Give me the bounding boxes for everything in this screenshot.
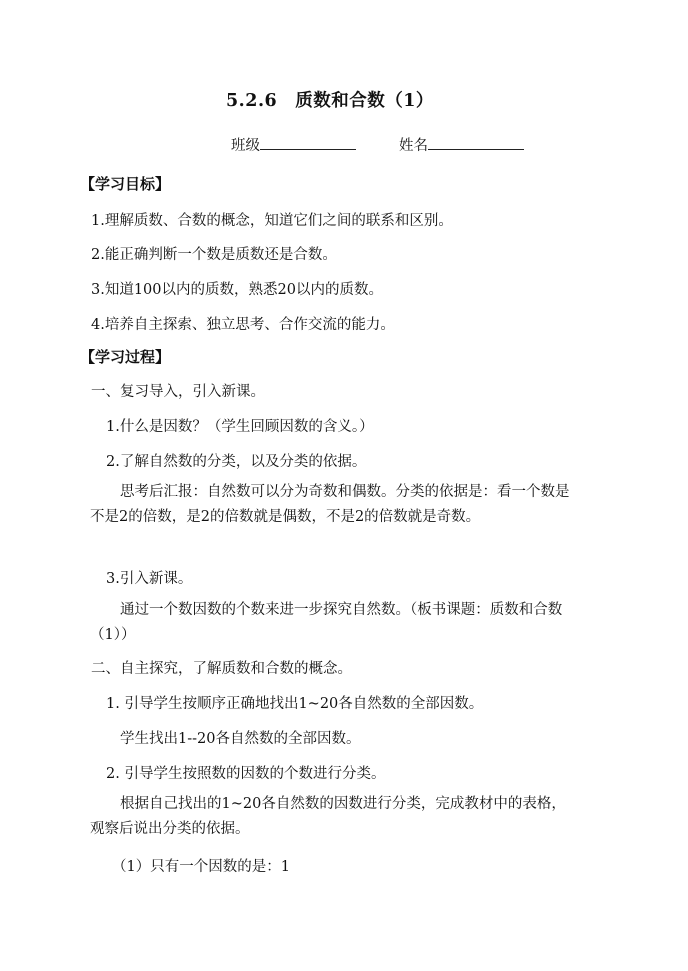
class-field[interactable]: [231, 134, 356, 155]
process-heading: 【学习过程】: [80, 348, 171, 366]
class-label: 班级: [231, 138, 260, 154]
part1-q2: 2.了解自然数的分类，以及分类的依据。: [106, 454, 367, 470]
goal-item: 4.培养自主探索、独立思考、合作交流的能力。: [91, 317, 395, 333]
part2-title: 二、自主探究，了解质数和合数的概念。: [91, 661, 352, 677]
part2-s2-answer: 根据自己找出的1~20各自然数的因数进行分类，完成教材中的表格，观察后说出分类的依据。: [90, 796, 566, 837]
goal-item: 3.知道100以内的质数，熟悉20以内的质数。: [91, 282, 383, 298]
page-title: 5.2.6 质数和合数（1）: [226, 91, 434, 111]
name-field[interactable]: [399, 134, 524, 155]
name-blank[interactable]: [428, 135, 524, 150]
part1-q3-answer: 通过一个数因数的个数来进一步探究自然数。（板书课题：质数和合数（1））: [90, 602, 563, 643]
part2-s1-answer: 学生找出1--20各自然数的全部因数。: [120, 731, 361, 747]
name-label: 姓名: [399, 138, 428, 154]
part2-s2-item1: （1）只有一个因数的是：1: [112, 859, 290, 875]
part1-q1: 1.什么是因数？（学生回顾因数的含义。）: [106, 419, 374, 435]
part1-q3: 3.引入新课。: [106, 571, 193, 587]
class-blank[interactable]: [260, 135, 356, 150]
goal-item: 2.能正确判断一个数是质数还是合数。: [91, 247, 337, 263]
part2-s2: 2. 引导学生按照数的因数的个数进行分类。: [106, 766, 386, 782]
part2-s1: 1. 引导学生按顺序正确地找出1~20各自然数的全部因数。: [106, 696, 484, 712]
part1-title: 一、复习导入，引入新课。: [91, 384, 265, 400]
part1-q2-answer: 思考后汇报：自然数可以分为奇数和偶数。分类的依据是：看一个数是不是2的倍数，是2的倍数就是偶数，不是2的倍数就是奇数。: [90, 484, 570, 525]
goals-heading: 【学习目标】: [80, 175, 171, 193]
goal-item: 1.理解质数、合数的概念，知道它们之间的联系和区别。: [91, 213, 453, 229]
